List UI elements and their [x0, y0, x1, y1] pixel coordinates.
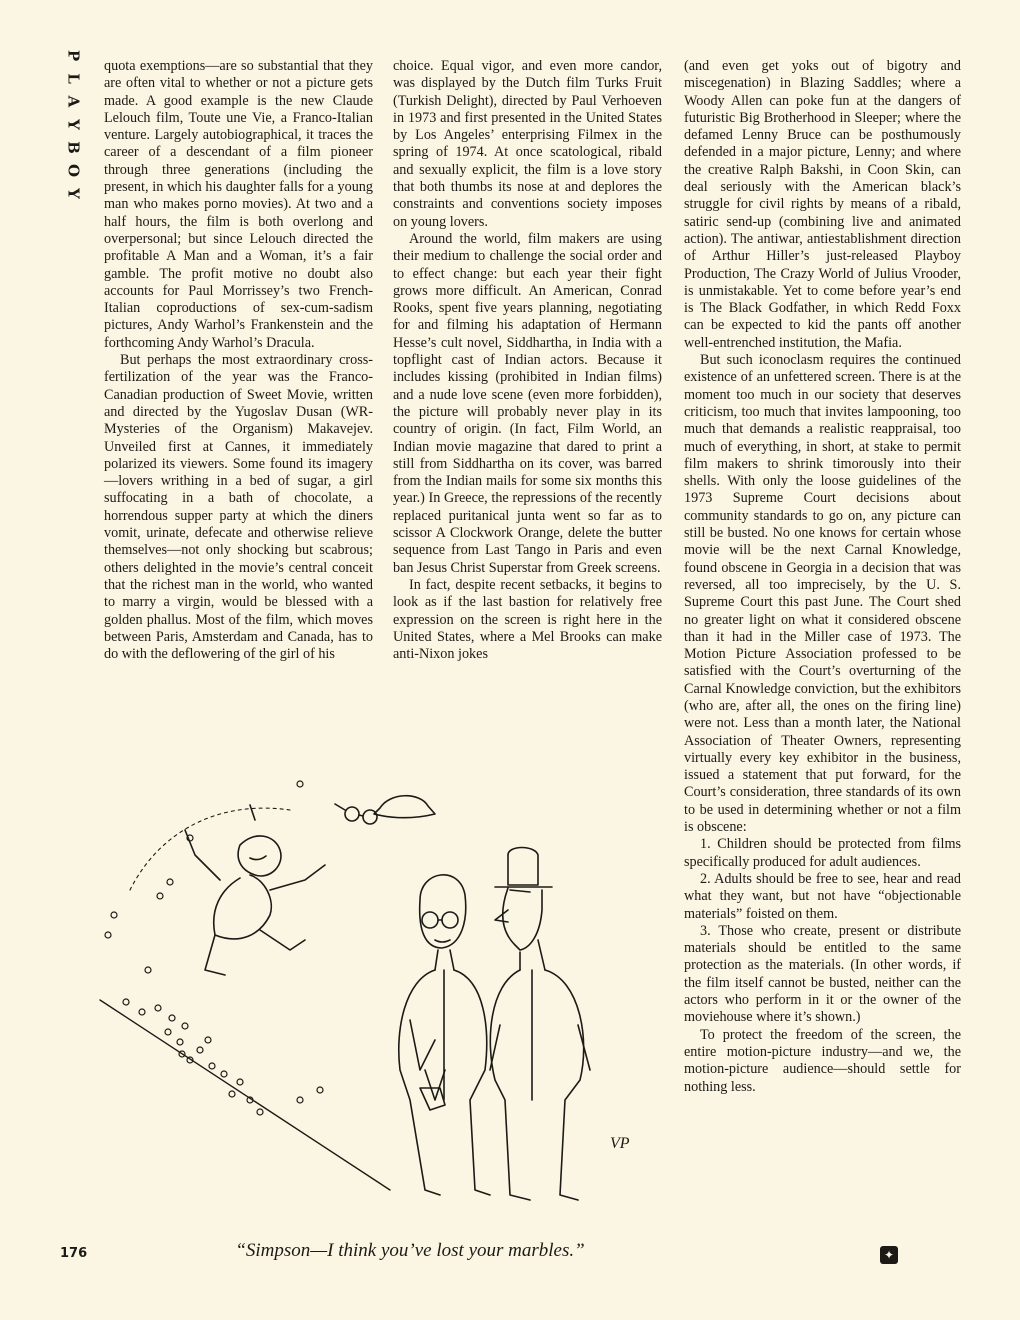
list-item: 1. Children should be protected from films specifically produced for adult audiences.: [684, 836, 961, 870]
article-column-2: [393, 58, 662, 763]
cartoon-illustration: [90, 770, 670, 1225]
cartoon-caption: “Simpson—I think you’ve lost your marbles.”: [235, 1240, 585, 1261]
end-mark-icon: ✦: [880, 1246, 898, 1264]
falling-man-figure: [185, 805, 325, 975]
paragraph: But such iconoclasm requires the continued existence of an unfettered screen. There is at the moment too much in our society that deserves criticism, too much that invites lampooning, too much that demands a realistic reappraisal, too much of everything, in short, at stake to permit film makers to shrink timorously into their shells. With only the loose guidelines of the 1973 Supreme Court decisions about community standards to go on, any picture can still be busted. No one knows for certain whose movie will be the next Carnal Knowledge, found obscene in Georgia in a decision that was reversed, all too imprecisely, by the U. S. Supreme Court this past June. The Court shed no greater light on what it considered obscene than it had in the Miller case of 1973. The Motion Picture Association professed to be satisfied with the Court’s overturning of the Carnal Knowledge conviction, but the exhibitors (who are, after all, the ones on the firing line) were not. Less than a month later, the National Association of Theater Owners, representing virtually every key exhibitor in the business, issued a statement that put forward, for the Court’s consideration, three standards of its own to be used in determining whether or not a film is obscene:: [684, 352, 961, 836]
magazine-name-vertical: P L A Y B O Y: [64, 49, 83, 199]
paragraph: To protect the freedom of the screen, the entire motion-picture industry—and we, the motion-picture audience—should settle for nothing less.: [684, 1026, 961, 1095]
list-item: 3. Those who create, present or distribute materials should be entitled to the same protection as the materials. (In other words, if the film itself cannot be busted, neither can the actors who perform in it or the owner of the moviehouse where it’s shown.): [684, 922, 961, 1026]
flying-glasses: [335, 804, 377, 824]
paragraph: choice. Equal vigor, and even more candor, was displayed by the Dutch film Turks Fruit (Turkish Delight), directed by Paul Verhoeven in 1973 and first presented in the United States by Los Angeles’ enterprising Filmex in the spring of 1974. At once scatological, ribald and sexually explicit, the film is a love story that both thumbs its nose at and deplores the constraints and conventions society imposes on young lovers.: [393, 58, 662, 230]
list-item: 2. Adults should be free to see, hear and read what they want, but not have “objectionable materials” foisted on them.: [684, 870, 961, 922]
paragraph: quota exemptions—are so substantial that they are often vital to whether or not a picture gets made. A good example is the new Claude Lelouch film, Toute une Vie, a Franco-Italian venture. Largely autobiographical, it traces the career of a descendant of a film pioneer through three generations (including the present, in which his daughter falls for a young man who makes porno movies). At two and a half hours, the film is both overlong and overpersonal; but since Lelouch directed the profitable A Man and a Woman, it’s a fair gamble. The profit motive no doubt also accounts for Paul Morrissey’s two French-Italian coproductions of sex-cum-sadism pictures, Andy Warhol’s Frankenstein and the forthcoming Andy Warhol’s Dracula.: [104, 58, 373, 351]
man-with-glasses-figure: [399, 875, 490, 1195]
page-number: 176: [60, 1246, 88, 1261]
man-with-hat-figure: [490, 848, 590, 1201]
paragraph: Around the world, film makers are using their medium to challenge the social order and to effect change: but each year their fight grows more difficult. An American, Conrad Rooks, spent five years planning, negotiating for and filming his adaptation of Hermann Hesse’s cult novel, Siddhartha, in India with a topflight cast of Indian actors. Because it includes kissing (prohibited in Indian films) and a nude love scene (even more forbidden), the picture will probably never play in its country of origin. (In fact, Film World, an Indian movie magazine that dared to print a still from Siddhartha on its cover, was barred from the Indian mails for some six months this year.) In Greece, the repressions of the recently replaced puritanical junta went so far as to scissor A Clockwork Orange, delete the butter sequence from Last Tango in Paris and even ban Jesus Christ Superstar from Greek screens.: [393, 230, 662, 576]
paragraph: But perhaps the most extraordinary cross-fertilization of the year was the Franco-Canadian production of Sweet Movie, written and directed by the Yugoslav Dusan (WR-Mysteries of the Organism) Makavejev. Unveiled first at Cannes, it immediately polarized its viewers. Some found its imagery—lovers writhing in a bed of sugar, a girl suffocating in a bath of chocolate, a horrendous supper party at which the diners vomit, urinate, defecate and otherwise relieve themselves—not only shocking but scabrous; others delighted in the movie’s central conceit that the richest man in the world, who wanted to marry a virgin, would be blessed with a golden phallus. Most of the film, which moves between Paris, Amsterdam and Canada, has to do with the deflowering of the girl of his: [104, 352, 373, 663]
paragraph: In fact, despite recent setbacks, it begins to look as if the last bastion for relatively free expression on the screen is right here in the United States, where a Mel Brooks can make anti-Nixon jokes: [393, 576, 662, 663]
marbles: [105, 781, 323, 1115]
article-column-1: [104, 58, 373, 758]
flying-hat: [374, 796, 435, 818]
article-column-3: [684, 58, 961, 1248]
paragraph: (and even get yoks out of bigotry and miscegenation) in Blazing Saddles; where a Woody Allen can poke fun at the dangers of futuristic Big Brotherhood in Sleeper; where the defamed Lenny Bruce can be posthumously defended in a major picture, Lenny; and where the creative Ralph Bakshi, in Coon Skin, can deal seriously with the American black’s struggle for civil rights by means of a ribald, satiric send-up (combining live and animated action). The antiwar, antiestablishment direction of Arthur Hiller’s just-released Playboy Production, The Crazy World of Julius Vrooder, is unmistakable. Yet to come before year’s end is The Black Godfather, in which Redd Foxx can be expected to kid the pants off another well-entrenched institution, the Mafia.: [684, 58, 961, 351]
cartoonist-signature: VP: [610, 1135, 630, 1152]
